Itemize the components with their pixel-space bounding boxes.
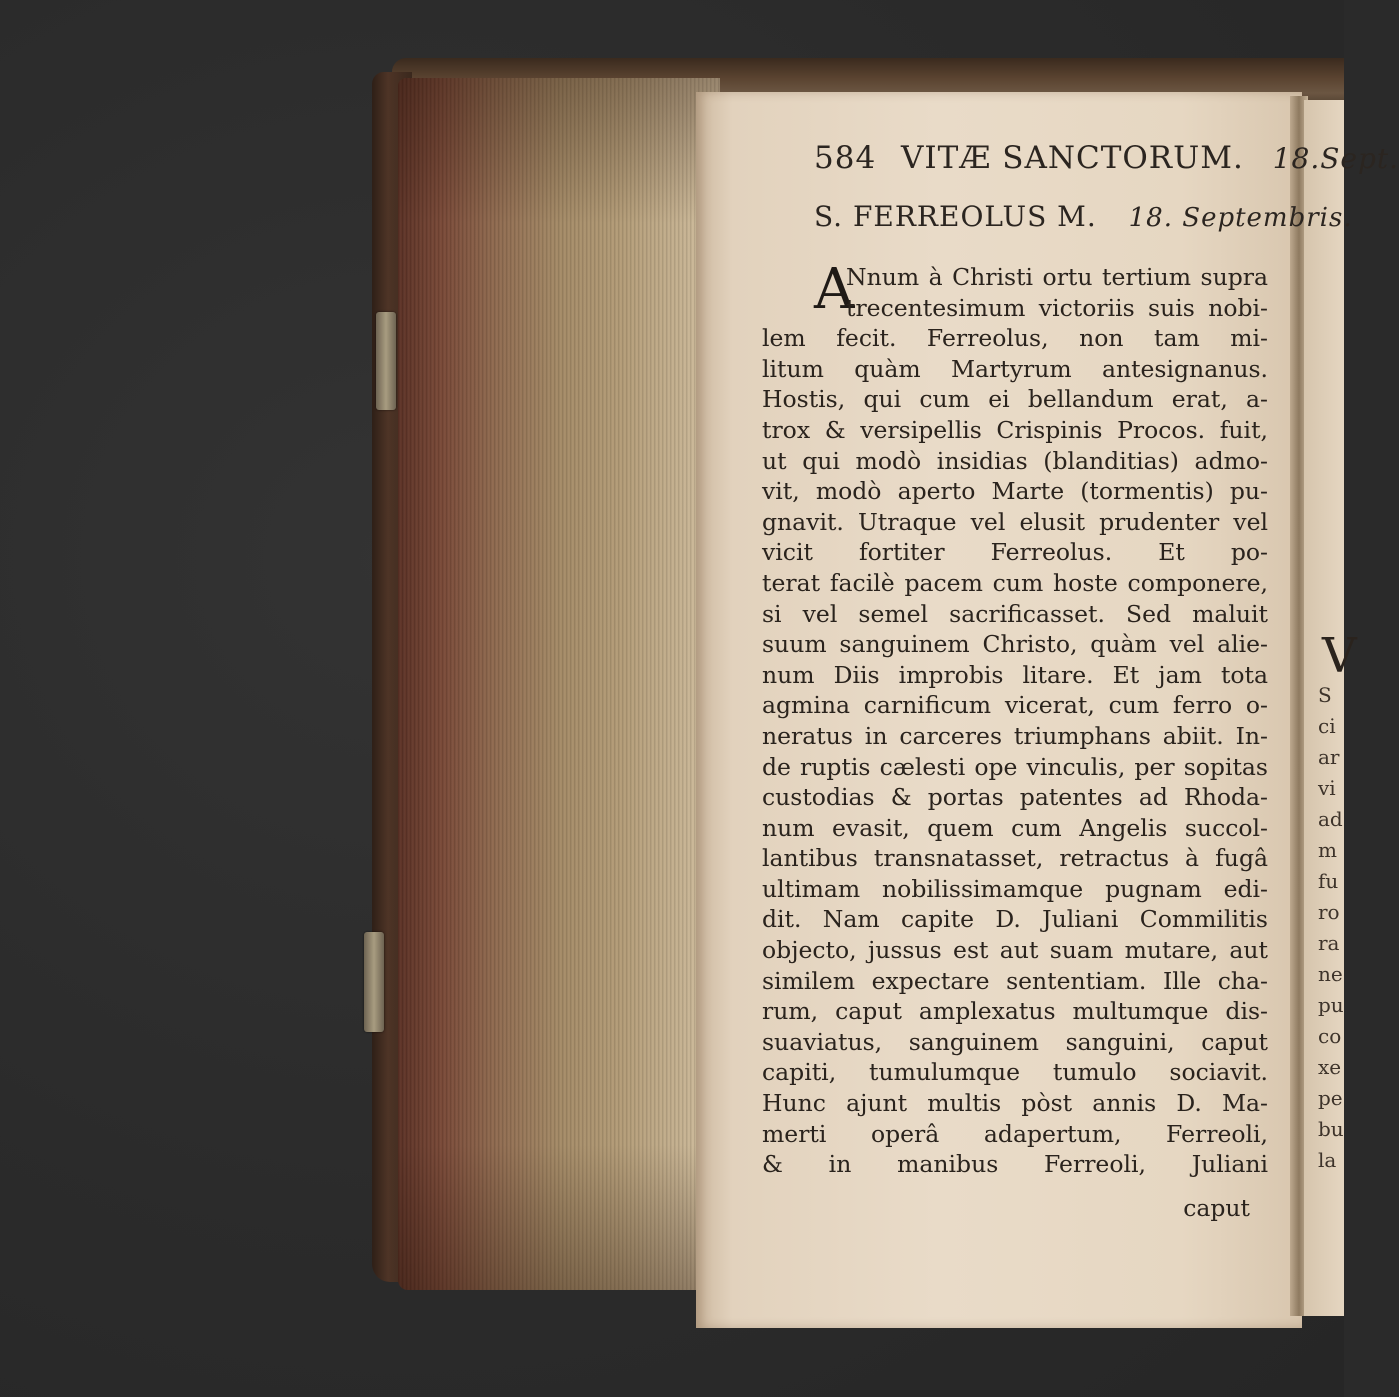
facing-text-fragment: pe <box>1318 1086 1343 1110</box>
feast-date: 18. Septembris. <box>1128 203 1353 233</box>
facing-text-fragment: S <box>1318 683 1332 707</box>
clasp-upper <box>376 312 396 410</box>
section-heading <box>814 200 1353 233</box>
facing-text-fragment: pu <box>1318 993 1344 1017</box>
text-line: suaviatus, sanguinem sanguini, caput <box>762 1027 1268 1056</box>
facing-text-fragment: ad <box>1318 807 1343 831</box>
facing-text-fragment: bu <box>1318 1117 1344 1141</box>
page-fore-edge-shade <box>398 78 720 1290</box>
text-line: num evasit, quem cum Angelis succol- <box>762 813 1268 842</box>
text-line: capiti, tumulumque tumulo sociavit. <box>762 1058 1268 1087</box>
text-line: suum sanguinem Christo, quàm vel alie- <box>762 630 1268 659</box>
body-text <box>762 257 1268 1180</box>
text-line: gnavit. Utraque vel elusit prudenter vel <box>762 507 1268 536</box>
text-line: lantibus transnatasset, retractus à fugâ <box>762 844 1268 873</box>
facing-text-fragment: xe <box>1318 1055 1342 1079</box>
facing-text-fragment: m <box>1318 838 1337 862</box>
text-line: lem fecit. Ferreolus, non tam mi- <box>762 324 1268 353</box>
running-date: 18.Sept. <box>1272 142 1399 175</box>
saint-name: S. FERREOLUS M. <box>814 200 1097 233</box>
text-line: litum quàm Martyrum antesignanus. <box>762 354 1268 383</box>
facing-text-fragment: ro <box>1318 900 1340 924</box>
text-line: de ruptis cælesti ope vinculis, per sopitas <box>762 752 1268 781</box>
facing-text-fragment: ne <box>1318 962 1343 986</box>
facing-text-fragment: fu <box>1318 869 1339 893</box>
text-line: merti operâ adapertum, Ferreoli, <box>762 1119 1268 1148</box>
facing-text-fragment: ar <box>1318 745 1340 769</box>
facing-text-fragment: ci <box>1318 714 1336 738</box>
text-line: neratus in carceres triumphans abiit. In- <box>762 721 1268 750</box>
facing-page-text <box>1318 680 1344 1176</box>
text-line: rum, caput amplexatus multumque dis- <box>762 997 1268 1026</box>
text-line: trox & versipellis Crispinis Procos. fuit, <box>762 415 1268 444</box>
running-head <box>814 140 1399 176</box>
page-number: 584 <box>814 140 877 176</box>
facing-text-fragment: vi <box>1318 776 1336 800</box>
facing-text-fragment: co <box>1318 1024 1342 1048</box>
text-line: num Diis improbis litare. Et jam tota <box>762 660 1268 689</box>
text-line: objecto, jussus est aut suam mutare, aut <box>762 936 1268 965</box>
text-line: ut qui modò insidias (blanditias) admo- <box>762 446 1268 475</box>
text-line: terat facilè pacem cum hoste componere, <box>762 568 1268 597</box>
text-line: vicit fortiter Ferreolus. Et po- <box>762 538 1268 567</box>
text-line: si vel semel sacrificasset. Sed maluit <box>762 599 1268 628</box>
catchword: caput <box>1183 1194 1250 1222</box>
text-line: & in manibus Ferreoli, Juliani <box>762 1150 1268 1179</box>
text-line: agmina carnificum vicerat, cum ferro o- <box>762 691 1268 720</box>
text-line: Nnum à Christi ortu tertium supra <box>846 263 1268 291</box>
facing-text-fragment: ra <box>1318 931 1340 955</box>
text-line: Hunc ajunt multis pòst annis D. Ma- <box>762 1089 1268 1118</box>
text-line: dit. Nam capite D. Juliani Commilitis <box>762 905 1268 934</box>
text-line: Hostis, qui cum ei bellandum erat, a- <box>762 385 1268 414</box>
text-line: trecentesimum victoriis suis nobi- <box>846 293 1268 322</box>
text-line: custodias & portas patentes ad Rhoda- <box>762 783 1268 812</box>
text-line: vit, modò aperto Marte (tormentis) pu- <box>762 477 1268 506</box>
drop-initial: A <box>814 257 855 322</box>
facing-text-fragment: la <box>1318 1148 1337 1172</box>
text-line: similem expectare sententiam. Ille cha- <box>762 966 1268 995</box>
clasp-lower <box>364 932 384 1032</box>
text-line: ultimam nobilissimamque pugnam edi- <box>762 874 1268 903</box>
facing-page-initial: V <box>1322 628 1357 684</box>
running-title: VITÆ SANCTORUM. <box>901 140 1244 176</box>
